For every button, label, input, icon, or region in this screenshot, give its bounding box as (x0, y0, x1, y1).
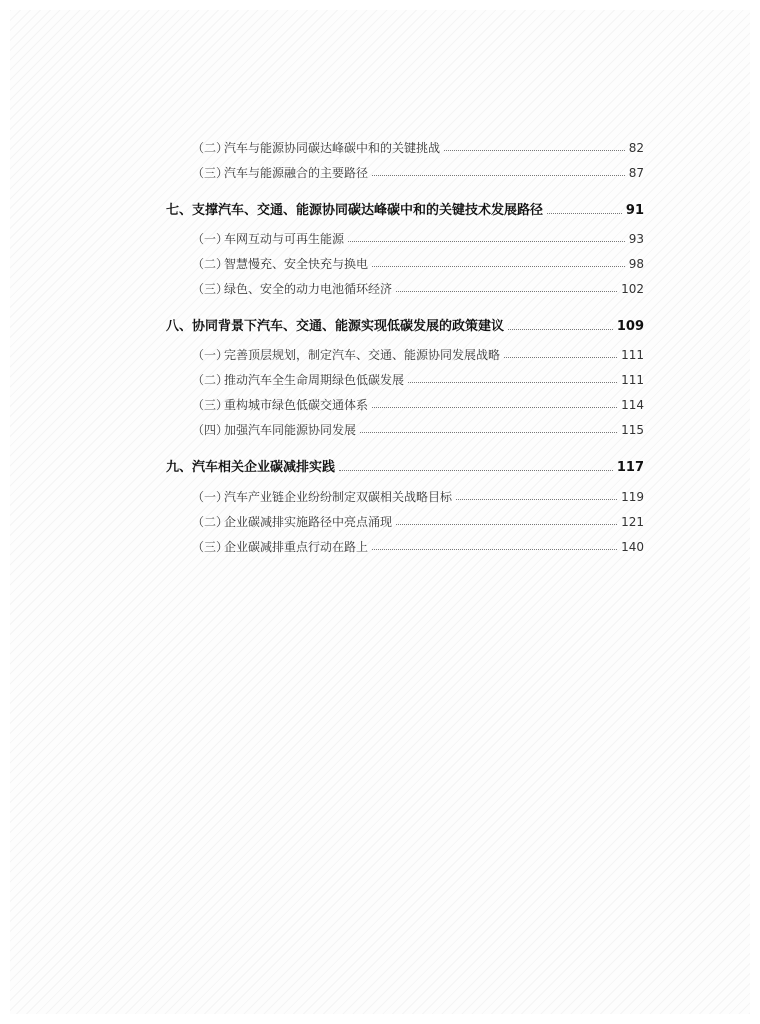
toc-chapter-title: 协同背景下汽车、交通、能源实现低碳发展的政策建议 (192, 319, 505, 334)
toc-chapter-title: 支撑汽车、交通、能源协同碳达峰碳中和的关键技术发展路径 (192, 203, 544, 218)
dot-leader (396, 290, 617, 292)
dot-leader (504, 356, 617, 358)
toc-entry-number: （二） (192, 515, 229, 529)
toc-chapter-title: 汽车相关企业碳减排实践 (192, 460, 336, 475)
toc-entry[interactable] (192, 254, 644, 274)
toc-entry[interactable] (192, 279, 644, 299)
toc-entry-page: 140 (621, 540, 644, 554)
toc-entry-number: （三） (192, 398, 229, 412)
dot-leader (360, 431, 617, 433)
toc-entry-number: （二） (192, 257, 229, 271)
toc-entry-title: 智慧慢充、安全快充与换电 (224, 257, 369, 271)
dot-leader (444, 149, 625, 151)
dot-leader (372, 406, 617, 408)
toc-entry-page: 121 (621, 515, 644, 529)
dot-leader (372, 174, 625, 176)
toc-entry-title: 绿色、安全的动力电池循环经济 (224, 282, 393, 296)
toc-entry-page: 111 (621, 373, 644, 387)
toc-entry-number: （二） (192, 141, 229, 155)
toc-entry[interactable] (192, 370, 644, 390)
toc-chapter-page: 109 (616, 319, 644, 334)
toc-chapter[interactable] (166, 317, 644, 337)
toc-entry-number: （三） (192, 282, 229, 296)
toc-entry-title: 汽车与能源协同碳达峰碳中和的关键挑战 (224, 141, 441, 155)
toc-chapter-page: 91 (625, 203, 644, 218)
dot-leader (408, 381, 617, 383)
toc-entry-title: 车网互动与可再生能源 (224, 232, 345, 246)
toc-entry-number: （三） (192, 540, 229, 554)
toc-entry-title: 汽车产业链企业纷纷制定双碳相关战略目标 (224, 490, 453, 504)
toc-entry-title: 企业碳减排实施路径中亮点涌现 (224, 515, 393, 529)
toc-entry-page: 119 (621, 490, 644, 504)
toc-entry[interactable] (192, 420, 644, 440)
toc-entry[interactable] (192, 537, 644, 557)
toc-entry[interactable] (192, 229, 644, 249)
dot-leader (372, 548, 617, 550)
toc-entry-page: 102 (621, 282, 644, 296)
dot-leader (456, 498, 617, 500)
toc-chapter-number: 九、 (166, 460, 193, 475)
toc-entry-title: 重构城市绿色低碳交通体系 (224, 398, 369, 412)
toc-chapter-number: 七、 (166, 203, 193, 218)
toc-entry-title: 企业碳减排重点行动在路上 (224, 540, 369, 554)
dot-leader (508, 328, 613, 330)
toc-entry-page: 114 (621, 398, 644, 412)
toc-entry-title: 完善顶层规划，制定汽车、交通、能源协同发展战略 (224, 348, 501, 362)
toc-entry-number: （一） (192, 490, 229, 504)
toc-entry-number: （四） (192, 423, 229, 437)
toc-entry-number: （一） (192, 232, 229, 246)
toc-chapter-page: 117 (616, 460, 644, 475)
toc-entry-number: （二） (192, 373, 229, 387)
toc-entry-title: 加强汽车同能源协同发展 (224, 423, 357, 437)
toc-entry-page: 111 (621, 348, 644, 362)
toc-entry[interactable] (192, 163, 644, 183)
toc-chapter-number: 八、 (166, 319, 193, 334)
toc-chapter[interactable] (166, 201, 644, 221)
toc-entry[interactable] (192, 345, 644, 365)
toc-entry-number: （一） (192, 348, 229, 362)
dot-leader (396, 523, 617, 525)
toc-entry[interactable] (192, 138, 644, 158)
toc-entry-page: 115 (621, 423, 644, 437)
toc-entry-page: 87 (628, 166, 644, 180)
toc-entry[interactable] (192, 395, 644, 415)
toc-entry[interactable] (192, 512, 644, 532)
toc-entry-number: （三） (192, 166, 229, 180)
dot-leader (547, 212, 622, 214)
dot-leader (339, 469, 613, 471)
toc-entry-title: 推动汽车全生命周期绿色低碳发展 (224, 373, 405, 387)
toc-chapter[interactable] (166, 458, 644, 478)
toc-entry-page: 93 (628, 232, 644, 246)
toc-entry-page: 82 (628, 141, 644, 155)
dot-leader (372, 265, 625, 267)
dot-leader (348, 240, 625, 242)
toc-entry-page: 98 (628, 257, 644, 271)
toc-entry[interactable] (192, 487, 644, 507)
toc-entry-title: 汽车与能源融合的主要路径 (224, 166, 369, 180)
